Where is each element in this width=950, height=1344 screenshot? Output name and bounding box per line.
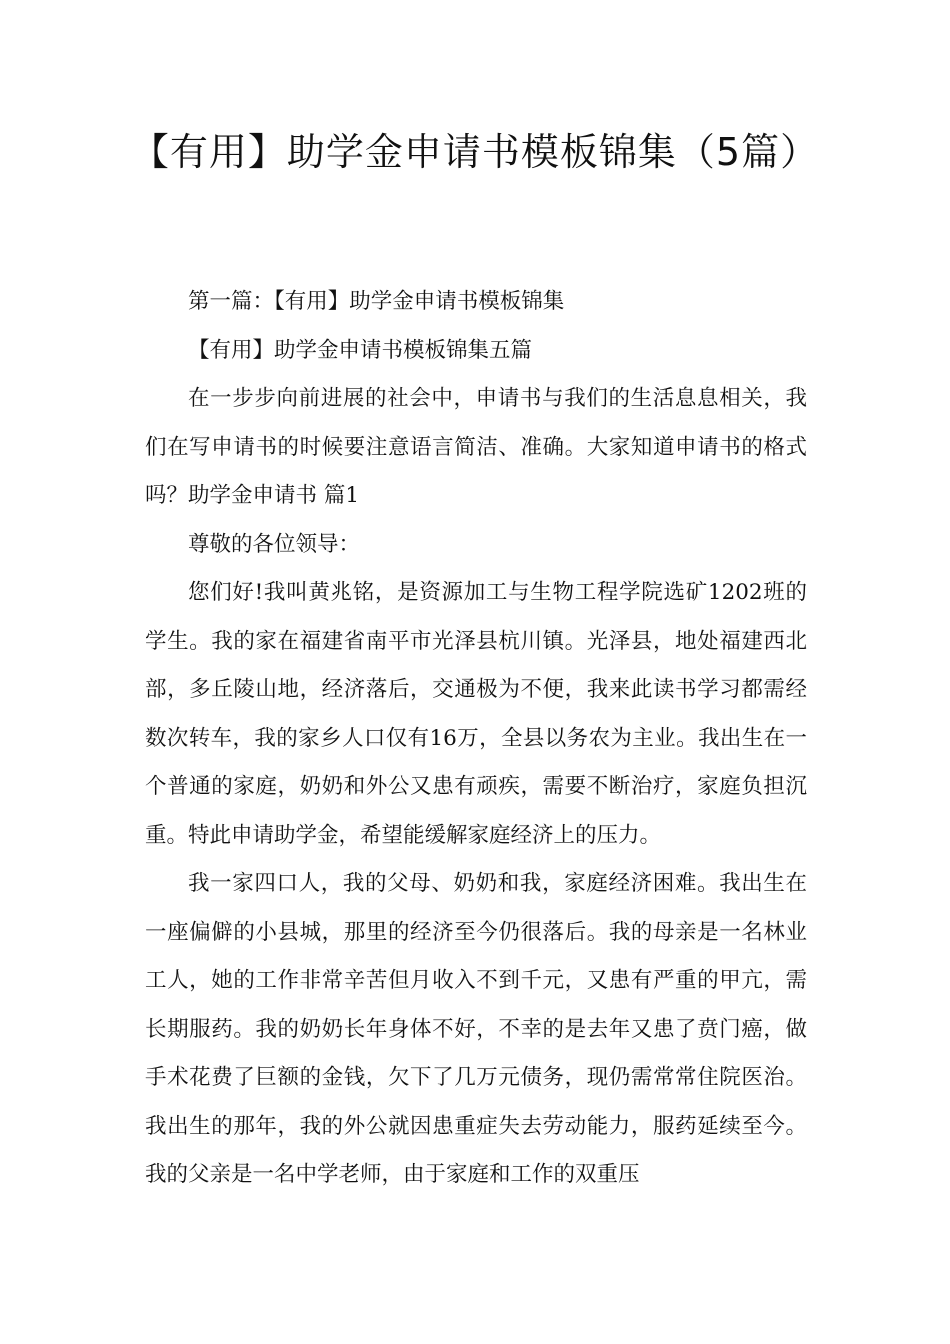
body-paragraph: 您们好!我叫黄兆铭，是资源加工与生物工程学院选矿1202班的学生。我的家在福建省南平市光泽县杭川镇。光泽县，地处福建西北部，多丘陵山地，经济落后，交通极为不便，我来此读书学习都需经数次转车，我的家乡人口仅有16万，全县以务农为主业。我出生在一个普通的家庭，奶奶和外公又患有顽疾，需要不断治疗，家庭负担沉重。特此申请助学金，希望能缓解家庭经济上的压力。 <box>145 580 807 848</box>
chapter-heading: 第一篇：【有用】助学金申请书模板锦集 <box>188 289 565 314</box>
body-paragraph: 我一家四口人，我的父母、奶奶和我，家庭经济困难。我出生在一座偏僻的小县城，那里的经济至今仍很落后。我的母亲是一名林业工人，她的工作非常辛苦但月收入不到千元，又患有严重的甲亢，需长期服药。我的奶奶长年身体不好，不幸的是去年又患了贲门癌，做手术花费了巨额的金钱，欠下了几万元债务，现仍需常常住院医治。我出生的那年，我的外公就因患重症失去劳动能力，服药延续至今。我的父亲是一名中学老师，由于家庭和工作的双重压 <box>145 871 807 1187</box>
document-body <box>145 278 807 1200</box>
document-title: 【有用】助学金申请书模板锦集（5篇） <box>130 130 820 174</box>
intro-paragraph: 在一步步向前进展的社会中，申请书与我们的生活息息相关，我们在写申请书的时候要注意语言简洁、准确。大家知道申请书的格式吗？助学金申请书 篇1 <box>145 386 807 508</box>
salutation: 尊敬的各位领导： <box>188 531 361 557</box>
subtitle-paragraph: 【有用】助学金申请书模板锦集五篇 <box>188 337 533 363</box>
